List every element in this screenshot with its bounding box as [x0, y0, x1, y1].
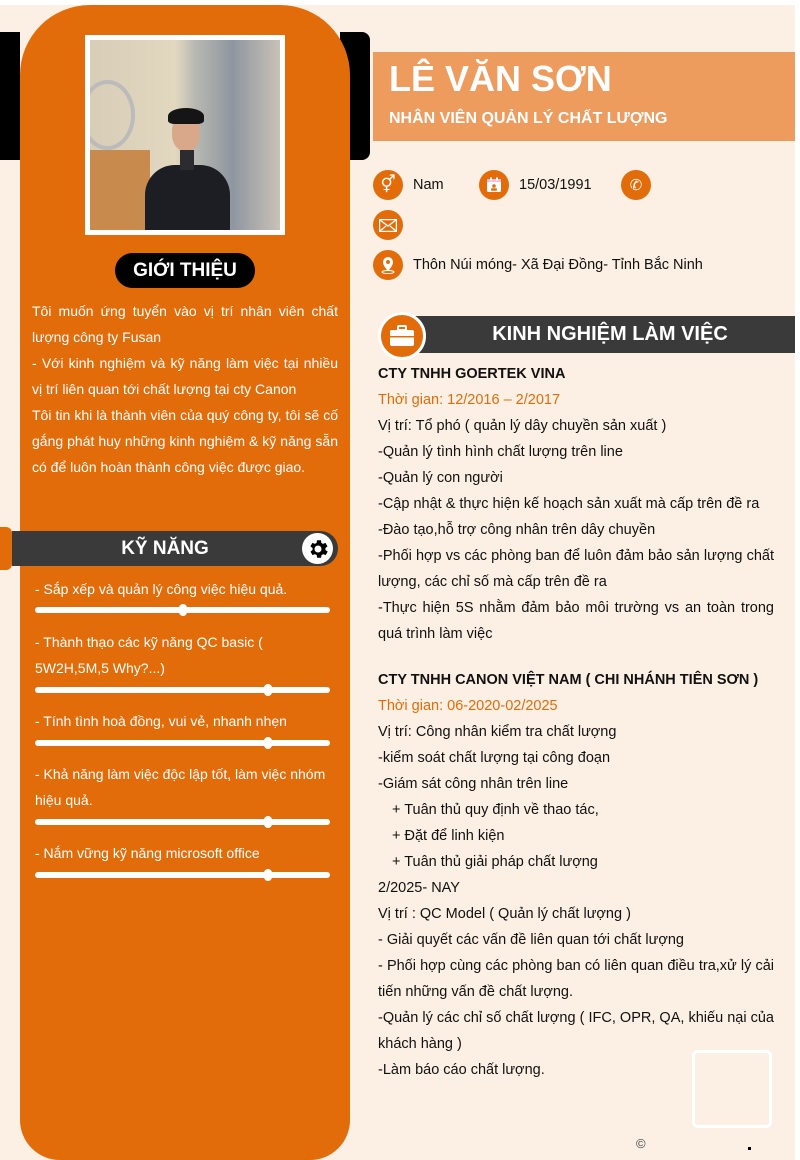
- intro-paragraph: Tôi tin khi là thành viên của quý công ty, tôi sẽ cố gắng phát huy những kinh nghiệm & kỹ năng sẵn có để luôn hoàn thành công việc được giao.: [32, 407, 338, 475]
- gender-icon: ⚥: [373, 170, 403, 200]
- job-period: Thời gian: 12/2016 – 2/2017: [378, 392, 561, 408]
- gear-icon: [302, 533, 333, 564]
- job-period: Thời gian: 06-2020-02/2025: [378, 698, 558, 714]
- decor-block-left: [0, 32, 20, 160]
- job-detail: + Đặt để linh kiện: [392, 828, 505, 844]
- job-detail: + Tuân thủ giải pháp chất lượng: [392, 854, 598, 870]
- skill-label: - Khả năng làm việc độc lập tốt, làm việc nhóm hiệu quả.: [35, 766, 326, 808]
- job-detail: -Phối hợp vs các phòng ban để luôn đảm bảo sản lượng chất lượng, các chỉ số mà cấp trên đề ra: [378, 548, 774, 590]
- footer-dot: [748, 1147, 751, 1150]
- job-detail: -Cập nhật & thực hiện kế hoạch sản xuất mà cấp trên đề ra: [378, 496, 760, 512]
- empty-frame: [692, 1050, 772, 1128]
- experience-heading: KINH NGHIỆM LÀM VIỆC: [410, 316, 795, 353]
- profile-photo: [85, 35, 285, 235]
- skills-tab-decor: [0, 527, 12, 570]
- gender-value: Nam: [413, 177, 444, 193]
- job-detail: -Làm báo cáo chất lượng.: [378, 1062, 545, 1078]
- job-detail: 2/2025- NAY: [378, 880, 460, 896]
- name-header: [373, 52, 795, 141]
- address-value: Thôn Núi móng- Xã Đại Đồng- Tỉnh Bắc Ninh: [413, 257, 703, 273]
- calendar-icon: [479, 170, 509, 200]
- dob-value: 15/03/1991: [519, 177, 592, 193]
- briefcase-icon: [378, 312, 426, 360]
- job-detail: - Phối hợp cùng các phòng ban có liên quan điều tra,xử lý cải tiến những vấn đề chất lượng.: [378, 958, 774, 1000]
- skill-level-bar: [35, 687, 330, 693]
- company-name: CTY TNHH GOERTEK VINA: [378, 366, 566, 382]
- job-detail: + Tuân thủ quy định về thao tác,: [392, 802, 599, 818]
- job-detail: -Quản lý con người: [378, 470, 503, 486]
- skill-level-knob: [264, 737, 272, 749]
- job-detail: Vị trí: Công nhân kiểm tra chất lượng: [378, 724, 617, 740]
- skill-label: - Sắp xếp và quản lý công việc hiệu quả.: [35, 581, 288, 597]
- skill-label: - Thành thạo các kỹ năng QC basic ( 5W2H,5M,5 Why?...): [35, 634, 263, 676]
- job-detail: Vị trí : QC Model ( Quản lý chất lượng ): [378, 906, 631, 922]
- portrait-photo: [90, 40, 280, 230]
- experience-list: [378, 361, 774, 1083]
- skill-label: - Tính tình hoà đồng, vui vẻ, nhanh nhẹn: [35, 713, 287, 729]
- email-icon: [373, 210, 403, 240]
- intro-paragraph: Tôi muốn ứng tuyển vào vị trí nhân viên chất lượng công ty Fusan: [32, 303, 338, 345]
- job-detail: Vị trí: Tổ phó ( quản lý dây chuyền sản xuất ): [378, 418, 667, 434]
- job-detail: -Đào tạo,hỗ trợ công nhân trên dây chuyền: [378, 522, 656, 538]
- full-name: LÊ VĂN SƠN: [389, 58, 612, 99]
- intro-paragraph: - Với kinh nghiệm và kỹ năng làm việc tại nhiều vị trí liên quan tới chất lượng tại cty Canon: [32, 355, 338, 397]
- job-detail: -kiểm soát chất lượng tại công đoạn: [378, 750, 611, 766]
- skill-level-bar: [35, 607, 330, 613]
- skill-level-bar: [35, 872, 330, 878]
- skill-level-bar: [35, 819, 330, 825]
- intro-heading: GIỚI THIỆU: [115, 253, 255, 288]
- skill-level-knob: [264, 869, 272, 881]
- job-detail: -Giám sát công nhân trên line: [378, 776, 569, 792]
- job-detail: - Giải quyết các vấn đề liên quan tới chất lượng: [378, 932, 685, 948]
- company-name: CTY TNHH CANON VIỆT NAM ( CHI NHÁNH TIÊN SƠN ): [378, 672, 759, 688]
- skills-heading: KỸ NĂNG: [12, 531, 338, 566]
- skill-level-bar: [35, 740, 330, 746]
- intro-text: [32, 298, 338, 480]
- phone-icon: ✆: [621, 170, 651, 200]
- job-detail: -Quản lý tình hình chất lượng trên line: [378, 444, 623, 460]
- skill-level-knob: [179, 604, 187, 616]
- skill-level-knob: [264, 816, 272, 828]
- skill-label: - Nắm vững kỹ năng microsoft office: [35, 845, 260, 861]
- location-icon: [373, 250, 403, 280]
- job-title: NHÂN VIÊN QUẢN LÝ CHẤT LƯỢNG: [389, 110, 668, 127]
- job-detail: -Thực hiện 5S nhằm đảm bảo môi trường vs an toàn trong quá trình làm việc: [378, 600, 774, 642]
- copyright: ©: [636, 1136, 646, 1151]
- job-detail: -Quản lý các chỉ số chất lượng ( IFC, OPR, QA, khiếu nại của khách hàng ): [378, 1010, 774, 1052]
- skill-level-knob: [264, 684, 272, 696]
